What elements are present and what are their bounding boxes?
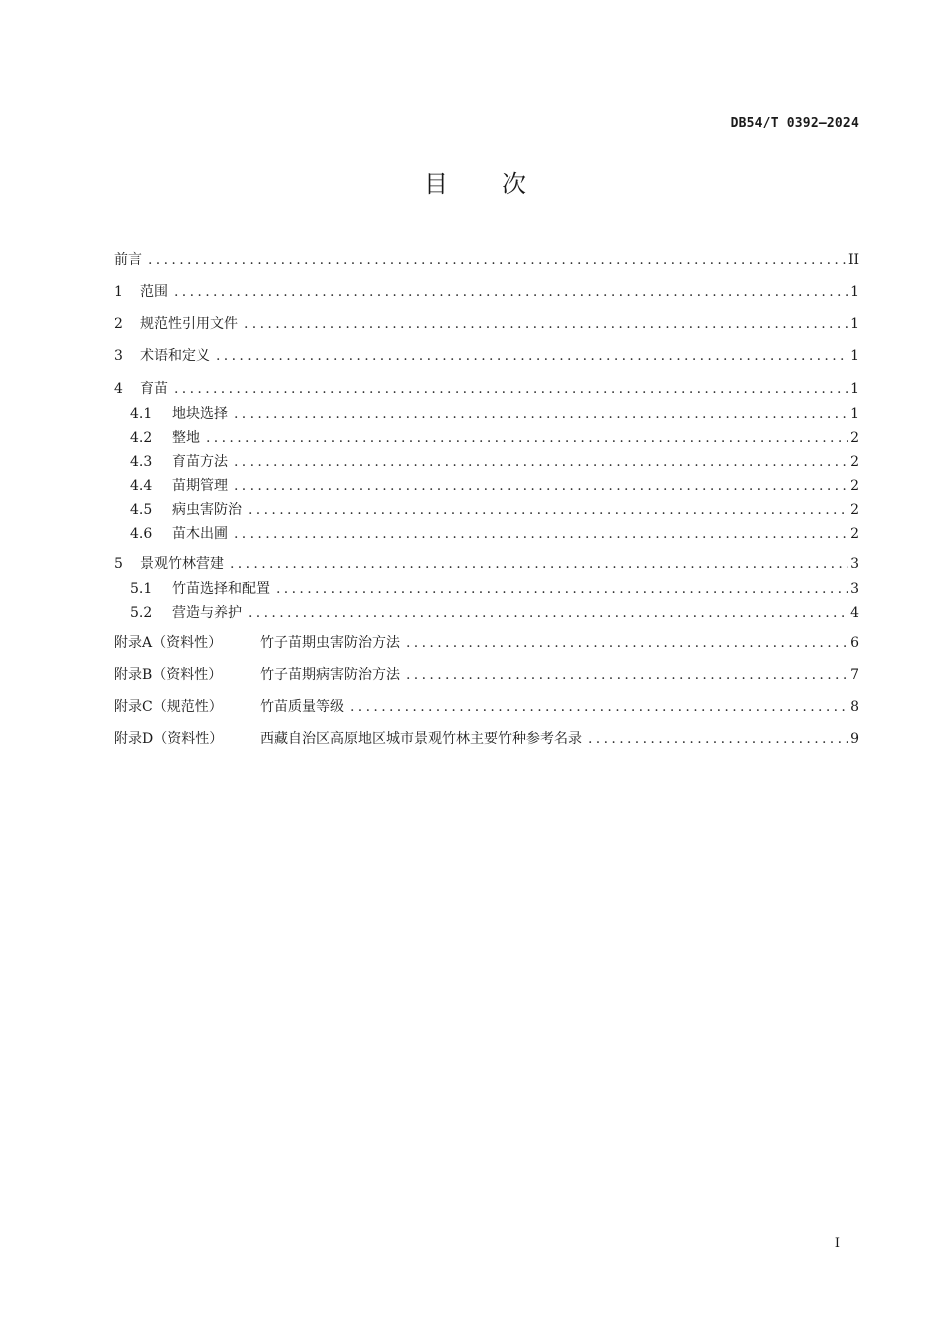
page-number: I <box>834 1236 840 1251</box>
toc-entry-label: 育苗 <box>140 381 168 397</box>
toc-entry-number: 4.6 <box>130 526 153 542</box>
dot-leader <box>216 346 848 366</box>
toc-entry-page: 1 <box>850 406 859 422</box>
toc-entry-land-preparation[interactable] <box>130 428 859 448</box>
toc-entry-page: 8 <box>850 699 859 715</box>
dot-leader <box>244 314 848 334</box>
toc-entry-page: 2 <box>850 478 859 494</box>
toc-entry-label: 竹子苗期虫害防治方法 <box>260 635 400 651</box>
toc-entry-label: 西藏自治区高原地区城市景观竹林主要竹种参考名录 <box>260 731 582 747</box>
toc-entry-label: 竹子苗期病害防治方法 <box>260 667 400 683</box>
toc-entry-number: 4.3 <box>130 454 153 470</box>
toc-entry-label: 苗期管理 <box>172 478 228 494</box>
toc-entry-number: 1 <box>114 284 123 300</box>
toc-entry-number: 5 <box>114 556 123 572</box>
toc-entry-page: 1 <box>850 381 859 397</box>
dot-leader <box>174 379 848 399</box>
toc-entry-number: 5.2 <box>130 605 153 621</box>
toc-entry-appendix-b[interactable] <box>114 665 859 685</box>
toc-entry-normative-references[interactable] <box>114 314 859 334</box>
toc-entry-number: 4.2 <box>130 430 153 446</box>
dot-leader <box>230 554 848 574</box>
toc-entry-page: 1 <box>850 284 859 300</box>
dot-leader <box>350 697 848 717</box>
dot-leader <box>234 476 848 496</box>
toc-entry-page: 2 <box>850 526 859 542</box>
toc-entry-foreword[interactable] <box>114 250 859 270</box>
toc-entry-number: 4 <box>114 381 123 397</box>
toc-entry-page: 3 <box>850 556 859 572</box>
dot-leader <box>148 250 846 270</box>
toc-entry-label: 范围 <box>140 284 168 300</box>
toc-entry-nursery-outplanting[interactable] <box>130 524 859 544</box>
toc-entry-seedling-management[interactable] <box>130 476 859 496</box>
dot-leader <box>234 524 848 544</box>
toc-entry-appendix-d[interactable] <box>114 729 859 749</box>
dot-leader <box>234 404 848 424</box>
toc-entry-page: 4 <box>850 605 859 621</box>
toc-entry-seedling-selection[interactable] <box>130 579 859 599</box>
toc-entry-appendix-c[interactable] <box>114 697 859 717</box>
dot-leader <box>174 282 848 302</box>
dot-leader <box>406 665 848 685</box>
toc-entry-label: 景观竹林营建 <box>140 556 224 572</box>
toc-entry-label: 前言 <box>114 252 142 268</box>
toc-entry-page: 6 <box>850 635 859 651</box>
toc-entry-landscape-bamboo[interactable] <box>114 554 859 574</box>
toc-entry-appendix-a[interactable] <box>114 633 859 653</box>
toc-entry-label: 地块选择 <box>172 406 228 422</box>
toc-entry-page: 1 <box>850 348 859 364</box>
toc-entry-label: 营造与养护 <box>172 605 242 621</box>
toc-entry-page: 3 <box>850 581 859 597</box>
toc-entry-page: 2 <box>850 502 859 518</box>
document-code: DB54/T 0392—2024 <box>730 116 859 131</box>
toc-entry-label: 整地 <box>172 430 200 446</box>
toc-entry-number: 3 <box>114 348 123 364</box>
toc-entry-label: 规范性引用文件 <box>140 316 238 332</box>
toc-entry-number: 2 <box>114 316 123 332</box>
toc-entry-number: 附录B（资料性） <box>114 667 223 683</box>
toc-entry-number: 4.5 <box>130 502 153 518</box>
toc-entry-label: 育苗方法 <box>172 454 228 470</box>
toc-title: 目次 <box>424 170 580 198</box>
toc-entry-page: 9 <box>850 731 859 747</box>
dot-leader <box>248 500 848 520</box>
toc-entry-scope[interactable] <box>114 282 859 302</box>
dot-leader <box>206 428 848 448</box>
toc-entry-label: 病虫害防治 <box>172 502 242 518</box>
toc-entry-seedling-method[interactable] <box>130 452 859 472</box>
dot-leader <box>248 603 848 623</box>
toc-entry-label: 术语和定义 <box>140 348 210 364</box>
toc-entry-label: 苗木出圃 <box>172 526 228 542</box>
toc-entry-number: 5.1 <box>130 581 153 597</box>
dot-leader <box>406 633 848 653</box>
toc-entry-seedling[interactable] <box>114 379 859 399</box>
toc-entry-terms-definitions[interactable] <box>114 346 859 366</box>
toc-entry-label: 竹苗选择和配置 <box>172 581 270 597</box>
toc-entry-site-selection[interactable] <box>130 404 859 424</box>
dot-leader <box>234 452 848 472</box>
dot-leader <box>588 729 848 749</box>
toc-entry-number: 4.1 <box>130 406 153 422</box>
toc-entry-page: II <box>847 252 859 268</box>
toc-entry-number: 附录D（资料性） <box>114 731 224 747</box>
toc-entry-planting-maintenance[interactable] <box>130 603 859 623</box>
toc-entry-label: 竹苗质量等级 <box>260 699 344 715</box>
toc-entry-page: 1 <box>850 316 859 332</box>
toc-entry-number: 附录A（资料性） <box>114 635 223 651</box>
toc-entry-page: 2 <box>850 454 859 470</box>
toc-entry-pest-control[interactable] <box>130 500 859 520</box>
dot-leader <box>276 579 848 599</box>
toc-entry-page: 2 <box>850 430 859 446</box>
toc-entry-number: 附录C（规范性） <box>114 699 223 715</box>
toc-entry-number: 4.4 <box>130 478 153 494</box>
toc-entry-page: 7 <box>850 667 859 683</box>
